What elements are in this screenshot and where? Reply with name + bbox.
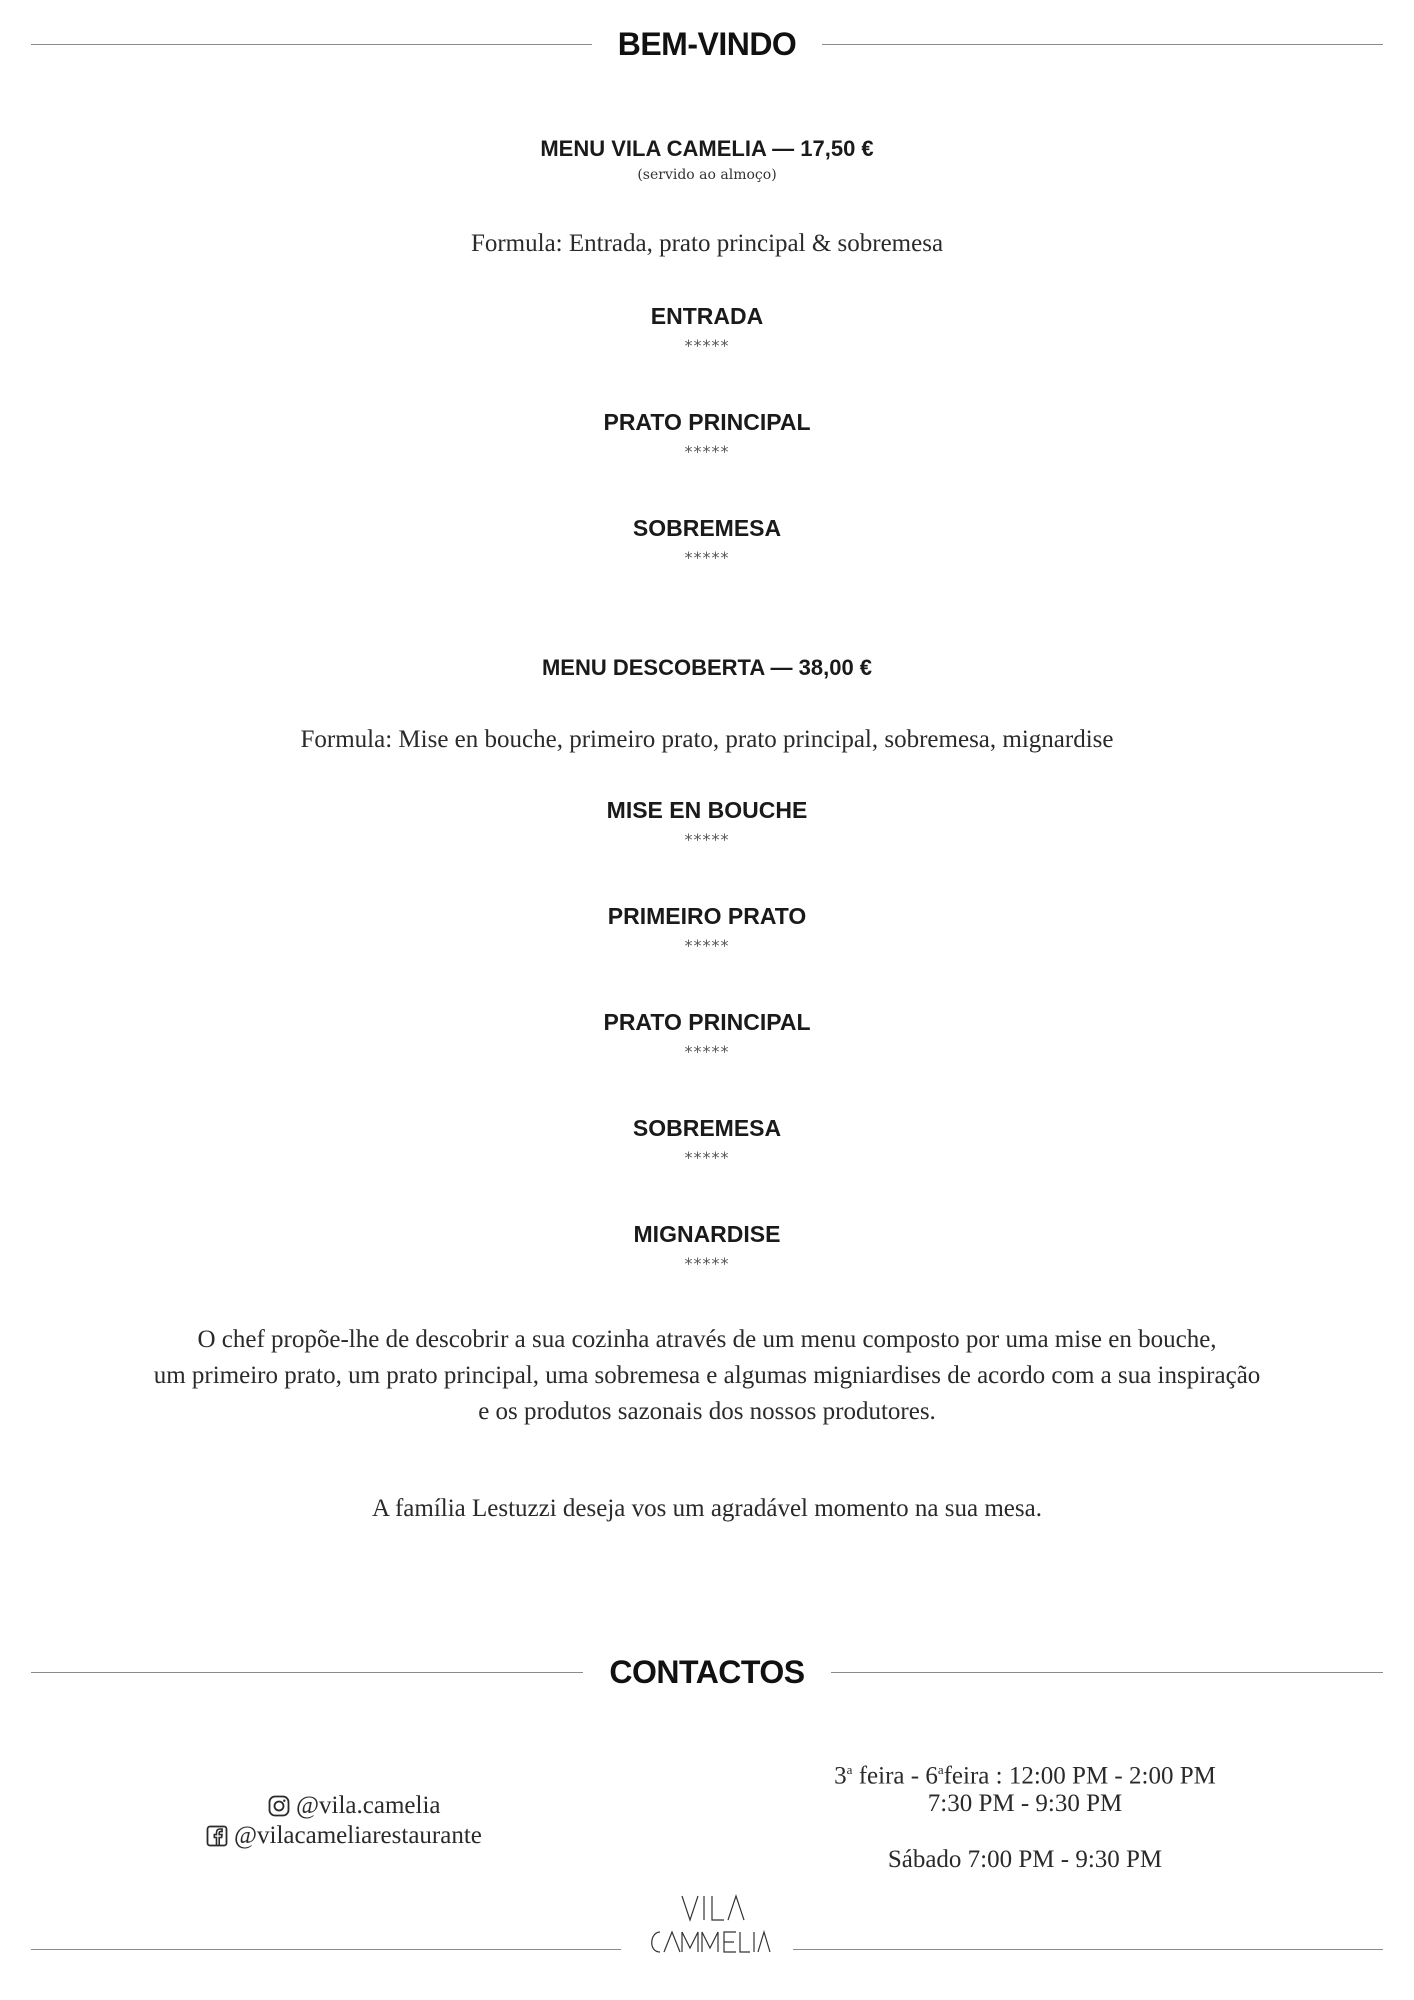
divider-left: [31, 1672, 583, 1673]
chef-description-line: O chef propõe-lhe de descobrir a sua cozinha através de um menu composto por uma mise en bouche,: [197, 1326, 1217, 1353]
menu-vila-camelia-note: (servido ao almoço): [637, 167, 777, 183]
contacts-title: CONTACTOS: [609, 1654, 805, 1690]
chef-description-line: e os produtos sazonais dos nossos produtores.: [478, 1398, 936, 1425]
course-primeiro-prato-stars: *****: [684, 936, 730, 955]
facebook-handle: @vilacameliarestaurante: [234, 1822, 482, 1849]
course-sobremesa-title: SOBREMESA: [632, 515, 782, 541]
course-sobremesa-stars: *****: [684, 548, 730, 567]
facebook-link[interactable]: [206, 1822, 482, 1850]
course-mise-en-bouche-title: MISE EN BOUCHE: [606, 797, 808, 823]
course-prato-principal-stars: *****: [684, 442, 730, 461]
menu-vila-camelia-formula: Formula: Entrada, prato principal & sobremesa: [470, 230, 944, 257]
course-mignardise-stars: *****: [684, 1254, 730, 1273]
chef-description: [0, 1322, 1414, 1430]
course-prato-principal-2-title: PRATO PRINCIPAL: [603, 1009, 811, 1035]
menu-descoberta-formula: Formula: Mise en bouche, primeiro prato, prato principal, sobremesa, mignardise: [300, 726, 1114, 753]
divider-left: [31, 44, 592, 45]
welcome-header: [31, 26, 1383, 63]
course-mise-en-bouche-stars: *****: [684, 830, 730, 849]
chef-description-line: um primeiro prato, um prato principal, uma sobremesa e algumas migniardises de acordo com a sua inspiração: [153, 1362, 1261, 1389]
course-entrada-title: ENTRADA: [650, 303, 764, 329]
vila-camelia-logo: [640, 1890, 774, 1970]
footer-divider-left: [31, 1949, 621, 1950]
closing-message: A família Lestuzzi deseja vos um agradável momento na sua mesa.: [372, 1495, 1042, 1522]
divider-right: [831, 1672, 1383, 1673]
menu-vila-camelia-title: MENU VILA CAMELIA — 17,50 €: [540, 136, 874, 161]
contacts-header: [31, 1654, 1383, 1691]
divider-right: [822, 44, 1383, 45]
instagram-link[interactable]: [268, 1792, 440, 1820]
course-entrada-stars: *****: [684, 336, 730, 355]
course-sobremesa-2-title: SOBREMESA: [632, 1115, 782, 1141]
course-prato-principal-2-stars: *****: [684, 1042, 730, 1061]
menu-descoberta-title: MENU DESCOBERTA — 38,00 €: [541, 655, 873, 680]
course-primeiro-prato-title: PRIMEIRO PRATO: [607, 903, 807, 929]
saturday-hours: Sábado 7:00 PM - 9:30 PM: [887, 1846, 1163, 1874]
welcome-title: BEM-VINDO: [617, 26, 797, 62]
instagram-handle: @vila.camelia: [296, 1792, 441, 1819]
weekday-evening-hours: 7:30 PM - 9:30 PM: [927, 1790, 1123, 1818]
footer-divider-right: [793, 1949, 1383, 1950]
opening-hours: [800, 1762, 1250, 1874]
facebook-icon: [206, 1825, 228, 1847]
course-prato-principal-title: PRATO PRINCIPAL: [603, 409, 811, 435]
course-sobremesa-2-stars: *****: [684, 1148, 730, 1167]
weekday-hours: 3$^a$ feira - 6$^a$feira : 12:00 PM - 2:00 PM: [834, 1762, 1216, 1790]
instagram-icon: [268, 1795, 290, 1817]
course-mignardise-title: MIGNARDISE: [633, 1221, 781, 1247]
